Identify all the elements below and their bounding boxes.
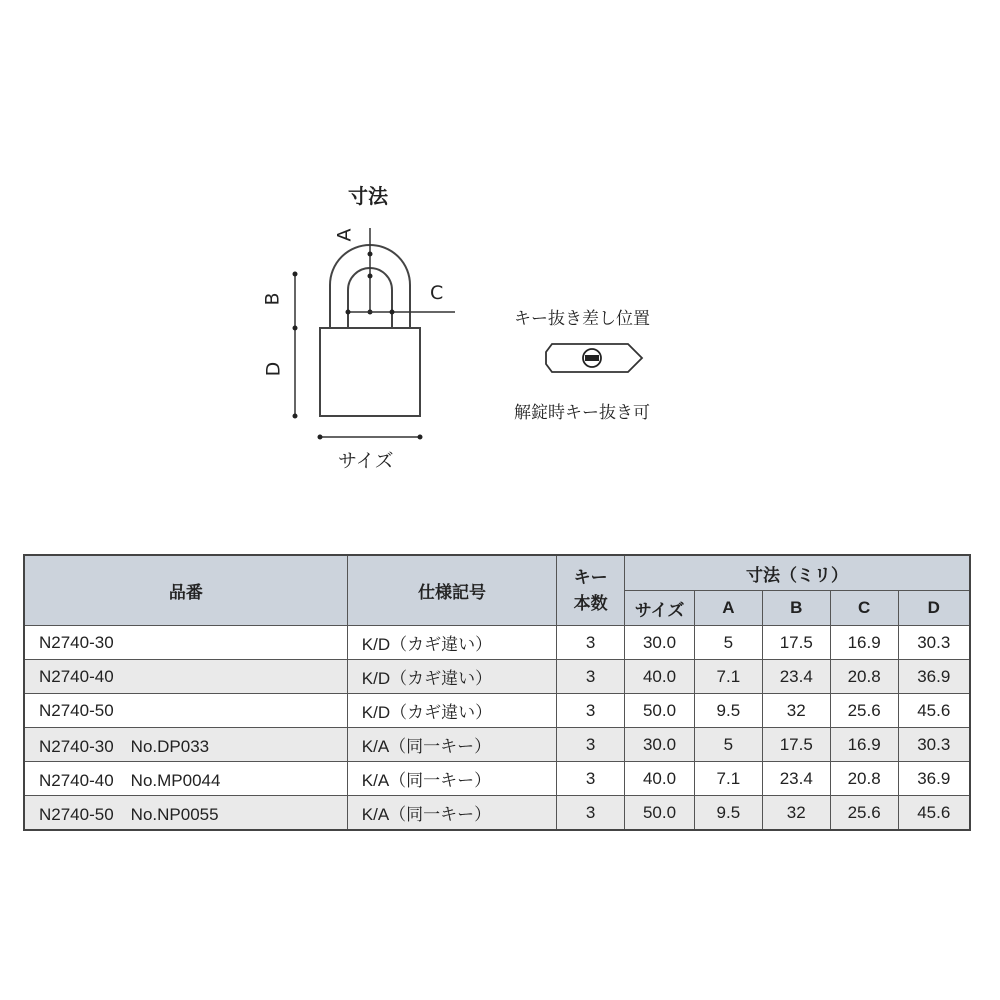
cell-c: 25.6 [830, 694, 898, 728]
header-product-no: 品番 [24, 555, 347, 626]
cell-key-count: 3 [557, 728, 625, 762]
cell-d: 30.3 [898, 626, 970, 660]
cell-product-no: N2740-50 [24, 694, 347, 728]
cell-spec-code: K/D（カギ違い） [347, 626, 556, 660]
cell-a: 7.1 [694, 762, 762, 796]
spec-table [23, 554, 971, 831]
cell-c: 16.9 [830, 728, 898, 762]
table-row [24, 796, 970, 831]
cell-a: 5 [694, 626, 762, 660]
cell-b: 32 [762, 796, 830, 831]
header-d: D [898, 591, 970, 626]
cell-d: 45.6 [898, 694, 970, 728]
label-a: A [333, 228, 356, 242]
key-cylinder-icon [546, 344, 642, 372]
cell-size: 50.0 [625, 796, 695, 831]
cell-c: 20.8 [830, 762, 898, 796]
cell-spec-code: K/D（カギ違い） [347, 660, 556, 694]
cell-d: 30.3 [898, 728, 970, 762]
cell-spec-code: K/A（同一キー） [347, 762, 556, 796]
label-d: D [262, 361, 285, 377]
cell-b: 17.5 [762, 728, 830, 762]
cell-product-no: N2740-40 No.MP0044 [24, 762, 347, 796]
diagram-title: 寸法 [348, 184, 388, 208]
table-row [24, 762, 970, 796]
cell-key-count: 3 [557, 660, 625, 694]
cell-size: 30.0 [625, 728, 695, 762]
cell-d: 36.9 [898, 762, 970, 796]
table-row [24, 626, 970, 660]
cell-b: 23.4 [762, 762, 830, 796]
cell-a: 9.5 [694, 796, 762, 831]
table-row [24, 660, 970, 694]
cell-spec-code: K/A（同一キー） [347, 728, 556, 762]
cell-product-no: N2740-50 No.NP0055 [24, 796, 347, 831]
table-row [24, 728, 970, 762]
cell-c: 16.9 [830, 626, 898, 660]
cell-c: 25.6 [830, 796, 898, 831]
cell-size: 40.0 [625, 660, 695, 694]
table-row [24, 694, 970, 728]
cell-b: 17.5 [762, 626, 830, 660]
header-dimensions: 寸法（ミリ） [625, 555, 970, 591]
cell-key-count: 3 [557, 694, 625, 728]
cell-a: 7.1 [694, 660, 762, 694]
cell-product-no: N2740-30 No.DP033 [24, 728, 347, 762]
label-c: C [430, 282, 444, 304]
cell-spec-code: K/A（同一キー） [347, 796, 556, 831]
cell-b: 32 [762, 694, 830, 728]
label-size: サイズ [338, 450, 394, 472]
header-a: A [694, 591, 762, 626]
cell-size: 40.0 [625, 762, 695, 796]
cell-a: 9.5 [694, 694, 762, 728]
cell-size: 30.0 [625, 626, 695, 660]
cell-d: 36.9 [898, 660, 970, 694]
cell-key-count: 3 [557, 796, 625, 831]
cell-d: 45.6 [898, 796, 970, 831]
key-remove-label: 解錠時キー抜き可 [514, 403, 650, 423]
cell-c: 20.8 [830, 660, 898, 694]
padlock-body [320, 328, 420, 416]
header-c: C [830, 591, 898, 626]
cell-spec-code: K/D（カギ違い） [347, 694, 556, 728]
header-key-count: キー 本数 [557, 555, 625, 626]
cell-key-count: 3 [557, 626, 625, 660]
key-insert-label: キー抜き差し位置 [514, 309, 650, 329]
cell-b: 23.4 [762, 660, 830, 694]
label-b: B [261, 292, 284, 306]
cell-size: 50.0 [625, 694, 695, 728]
header-b: B [762, 591, 830, 626]
cell-a: 5 [694, 728, 762, 762]
header-spec-code: 仕様記号 [347, 555, 556, 626]
cell-product-no: N2740-30 [24, 626, 347, 660]
cell-product-no: N2740-40 [24, 660, 347, 694]
header-size: サイズ [625, 591, 695, 626]
cell-key-count: 3 [557, 762, 625, 796]
